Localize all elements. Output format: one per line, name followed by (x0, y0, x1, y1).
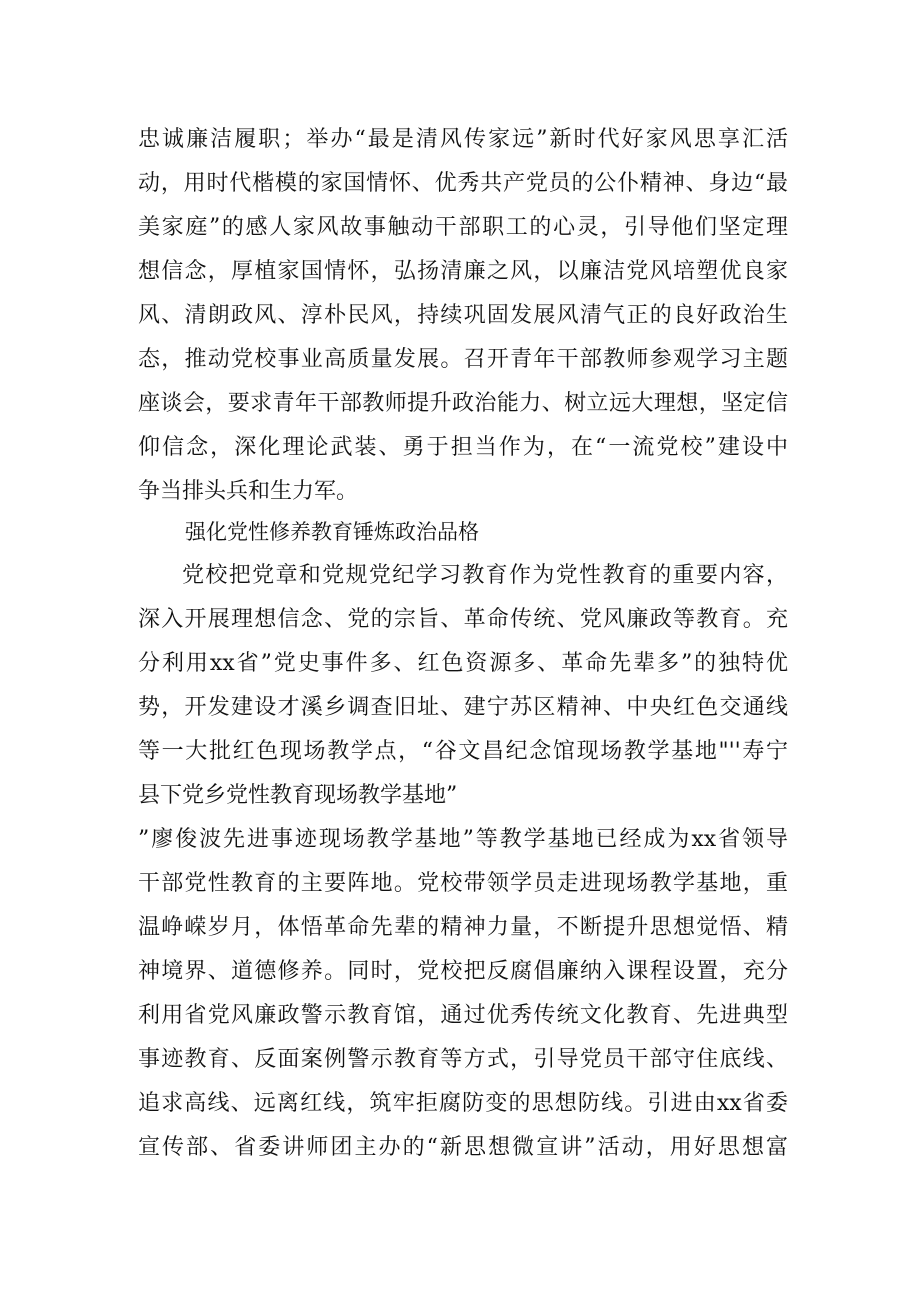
paragraph-2-line: 等一大批红色现场教学点，“谷文昌纪念馆现场教学基地"''寿宁 (138, 739, 788, 764)
paragraph-2-line: 利用省党风廉政警示教育馆，通过优秀传统文化教育、先进典型 (138, 1003, 788, 1028)
paragraph-1-line: 美家庭”的感人家风故事触动干部职工的心灵，引导他们坚定理 (138, 215, 788, 240)
section-heading: 强化党性修养教育锤炼政治品格 (185, 520, 479, 544)
paragraph-2-line: 温峥嵘岁月，体悟革命先辈的精神力量，不断提升思想觉悟、精 (138, 915, 788, 940)
paragraph-1-line: 仰信念，深化理论武装、勇于担当作为，在“一流党校”建设中 (138, 435, 788, 460)
paragraph-2-line: ”廖俊波先进事迹现场教学基地”等教学基地已经成为xx省领导 (138, 827, 788, 852)
paragraph-2-line: 深入开展理想信念、党的宗旨、革命传统、党风廉政等教育。充 (138, 607, 788, 632)
paragraph-1-line: 争当排头兵和生力军。 (138, 479, 359, 504)
paragraph-2-line: 分利用xx省”党史事件多、红色资源多、革命先辈多”的独特优 (138, 651, 788, 676)
paragraph-2-line: 追求高线、远离红线，筑牢拒腐防变的思想防线。引进由xx省委 (138, 1091, 788, 1116)
paragraph-2 (138, 554, 788, 1170)
paragraph-1-line: 动，用时代楷模的家国情怀、优秀共产党员的公仆精神、身边“最 (138, 171, 788, 196)
paragraph-2-line: 事迹教育、反面案例警示教育等方式，引导党员干部守住底线、 (138, 1047, 788, 1072)
paragraph-2-line: 县下党乡党性教育现场教学基地” (138, 783, 458, 808)
paragraph-2-line: 势，开发建设才溪乡调查旧址、建宁苏区精神、中央红色交通线 (138, 695, 788, 720)
paragraph-1-line: 态，推动党校事业高质量发展。召开青年干部教师参观学习主题 (138, 347, 788, 372)
paragraph-1-line: 想信念，厚植家国情怀，弘扬清廉之风，以廉洁党风培塑优良家 (138, 259, 788, 284)
paragraph-2-line: 神境界、道德修养。同时，党校把反腐倡廉纳入课程设置，充分 (138, 959, 788, 984)
paragraph-2-line: 党校把党章和党规党纪学习教育作为党性教育的重要内容， (182, 563, 788, 588)
paragraph-1-line: 忠诚廉洁履职；举办“最是清风传家远”新时代好家风思享汇活 (138, 127, 788, 152)
paragraph-2-line: 宣传部、省委讲师团主办的“新思想微宣讲”活动，用好思想富 (138, 1135, 788, 1160)
paragraph-1 (138, 118, 788, 514)
paragraph-2-line: 干部党性教育的主要阵地。党校带领学员走进现场教学基地，重 (138, 871, 788, 896)
paragraph-1-line: 座谈会，要求青年干部教师提升政治能力、树立远大理想，坚定信 (138, 391, 788, 416)
paragraph-1-line: 风、清朗政风、淳朴民风，持续巩固发展风清气正的良好政治生 (138, 303, 788, 328)
